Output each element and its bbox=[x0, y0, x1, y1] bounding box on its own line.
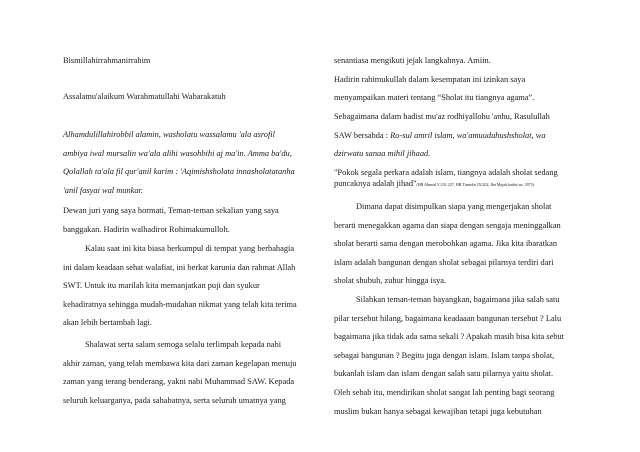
paragraph-sholawat bbox=[63, 336, 311, 410]
paragraph-kalau bbox=[63, 240, 311, 333]
text-line: Oleh sebab itu, mendirikan sholat sangat lah penting bagi seorang bbox=[334, 387, 555, 397]
text-line: ini dalam keadaan sehat walafiat, ini berkat karunia dan rahmat Allah bbox=[63, 262, 296, 272]
text-line: zaman yang terang benderang, yakni nabi Muhammad SAW. Kepada bbox=[63, 377, 295, 387]
text-line: senantiasa mengikuti jejak langkahnya. Amiin. bbox=[334, 56, 491, 65]
text-line: islam adalah bangunan dengan sholat sebagai pilarnya terdiri dari bbox=[334, 257, 554, 267]
text-line: bukanlah islam dan islam dengan salah satu pilarnya yaitu sholat. bbox=[334, 369, 554, 379]
hadist-arabic: Ro-sul amril islam, wa'amuuduhushsholat, wa bbox=[390, 130, 546, 140]
salam-greeting: Assalamu'alaikum Warahmatullahi Wabarakatuh bbox=[63, 92, 226, 101]
text-line: Kalau saat ini kita biasa berkumpul di tempat yang berbahagia bbox=[85, 244, 295, 253]
text-line: Hadirin rahimukullah dalam kesempatan ini izinkan saya bbox=[334, 74, 526, 84]
paragraph-dimana bbox=[334, 198, 583, 291]
text-line: Dewan juri yang saya hormati, Teman-teman sekalian yang saya bbox=[63, 206, 279, 215]
text-line: banggakan. Hadirin walhadirot Rohimakumulloh. bbox=[63, 224, 230, 234]
text-line: dzirwatu sanaa mihil jihaad. bbox=[334, 149, 431, 159]
arabic-line: Qolallah ta'ala fil qur'anil karim : 'Aqimishsholata innasholatatanha bbox=[63, 167, 295, 177]
hadist-intro: SAW bersabda : bbox=[334, 130, 391, 140]
text-line: menyampaikan materi tentang “Sholat itu tiangnya agama”. bbox=[334, 93, 535, 103]
arabic-line: ambiya iwal mursalin wa'ala alihi wasohbihi aj ma'in. Amma ba'du, bbox=[63, 148, 292, 158]
text-line: sholat shubuh, zuhur hingga isya. bbox=[334, 276, 447, 286]
quote-line: "Pokok segala perkara adalah islam, tiangnya adalah sholat sedang bbox=[334, 168, 558, 177]
paragraph-silahkan bbox=[334, 291, 583, 421]
paragraph-hadist bbox=[334, 108, 583, 164]
text-line: muslim bukan hanya sebagai kewajiban tetapi juga kebutuhan bbox=[334, 406, 542, 416]
arabic-line: 'anil fasyai wal munkar. bbox=[63, 185, 143, 195]
arabic-line: Alhamdulillahirobbil alamin, washolatu wassalamu 'ala asrofil bbox=[63, 130, 275, 139]
paragraph-dewan bbox=[63, 202, 311, 239]
text-line: berarti menegakkan agama dan siapa dengan sengaja meninggalkan bbox=[334, 220, 561, 230]
hadist-translation bbox=[334, 164, 583, 190]
quote-text: puncaknya adalah jihad" bbox=[334, 179, 417, 189]
text-line: akan lebih bertambah lagi. bbox=[63, 318, 152, 328]
arabic-opening bbox=[63, 126, 311, 200]
text-line: Dimana dapat disimpulkan siapa yang mengerjakan sholat bbox=[356, 202, 552, 211]
text-line: SWT. Untuk itu marilah kita memanjatkan puji dan syukur bbox=[63, 281, 260, 291]
text-line bbox=[334, 127, 583, 146]
text-line: akhir zaman, yang telah membawa kita dari zaman kegelapan menuju bbox=[63, 358, 297, 368]
text-line: bagaimana jika tidak ada sama sekali ? Apakah masih bisa kita sebut bbox=[334, 332, 565, 342]
text-line: Silahkan teman-teman bayangkan, bagaimana jika salah satu bbox=[356, 295, 560, 304]
text-line: pilar tersebut hilang, bagaimana keadaaan bangunan tersebut ? Lalu bbox=[334, 313, 562, 323]
text-line: Sebagaimana dalam hadist mu'az rodhiyallohu 'anhu, Rasulullah bbox=[334, 112, 550, 121]
basmalah: Bismillahirrahmanirrahim bbox=[63, 56, 151, 65]
text-line: sholat berarti sama dengan merobohkan agama. Jika kita ibaratkan bbox=[334, 239, 558, 249]
paragraph-continuation bbox=[334, 52, 583, 108]
text-line: sebagai bangunan ? Begitu juga dengan islam. Islam tanpa sholat, bbox=[334, 350, 555, 360]
text-line: seluruh keluarganya, pada sahabatnya, serta seluruh umatnya yang bbox=[63, 395, 286, 405]
quote-line bbox=[334, 178, 583, 190]
text-line: kehadiratnya sehingga mudah-mudahan nikmat yang telah kita terima bbox=[63, 299, 297, 309]
quote-citation: (HR Ahmad V/231.237, HR Tirmidzi IX/202, Ibn Majah hadist no. 3973) bbox=[416, 182, 534, 188]
text-line: Shalawat serta salam semoga selalu terlimpah kepada nabi bbox=[85, 340, 282, 349]
